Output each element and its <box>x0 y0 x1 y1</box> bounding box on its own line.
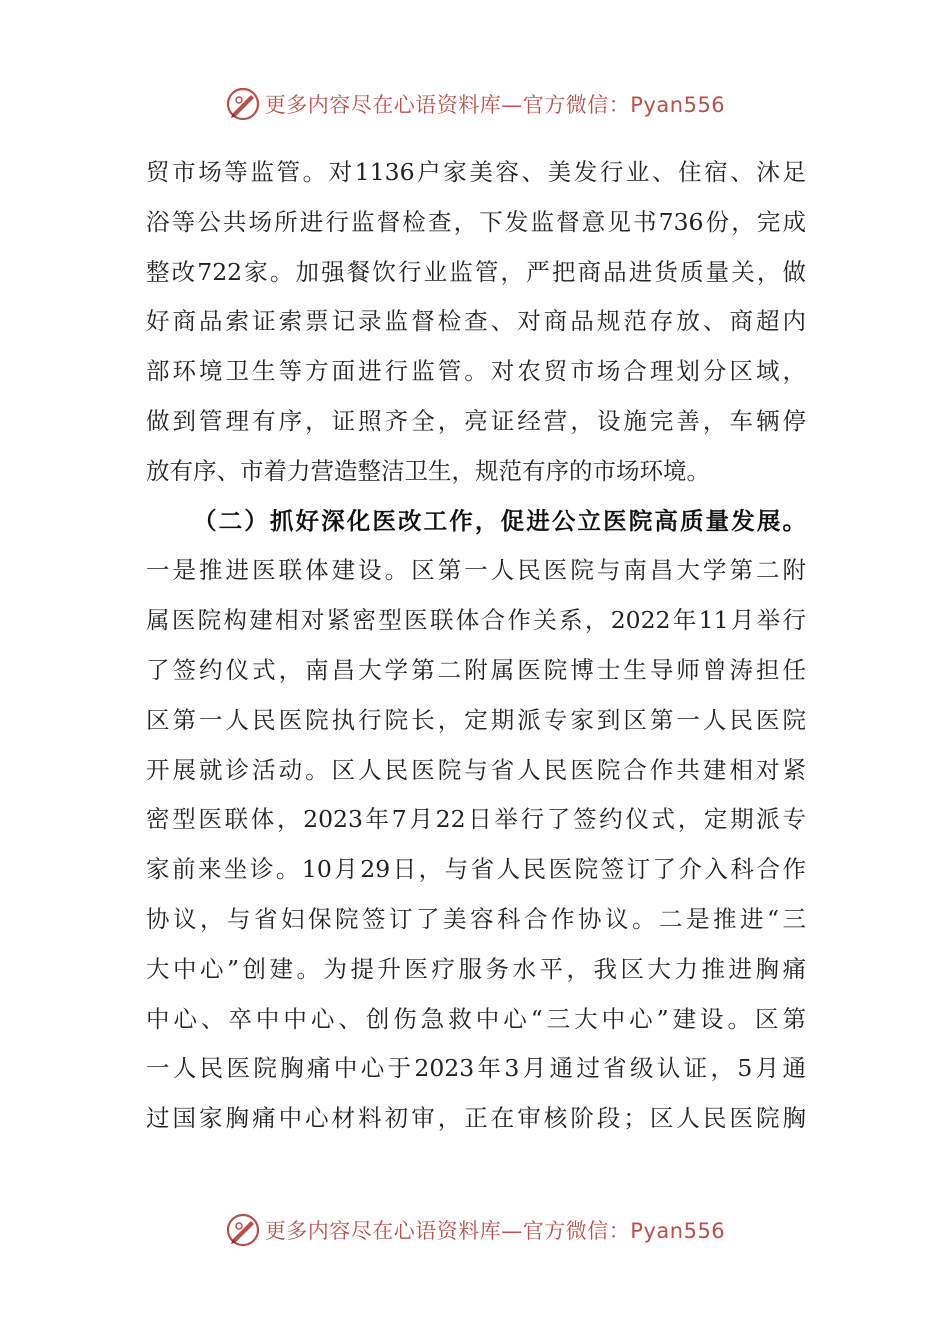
body-line: 开展就诊活动。区人民医院与省人民医院合作共建相对紧 <box>146 755 806 784</box>
body-line: 过国家胸痛中心材料初审，正在审核阶段；区人民医院胸 <box>146 1104 806 1133</box>
body-line: 中心、卒中中心、创伤急救中心“三大中心”建设。区第 <box>146 1004 806 1033</box>
body-line: 协议，与省妇保院签订了美容科合作协议。二是推进“三 <box>146 904 806 933</box>
body-line: 贸市场等监管。对1136户家美容、美发行业、住宿、沐足 <box>146 158 806 186</box>
body-line: 放有序、市着力营造整洁卫生，规范有序的市场环境。 <box>146 456 710 485</box>
body-line: 属医院构建相对紧密型医联体合作关系，2022年11月举行 <box>146 606 806 635</box>
body-line: 做到管理有序，证照齐全，亮证经营，设施完善，车辆停 <box>146 406 806 435</box>
body-line: 一人民医院胸痛中心于2023年3月通过省级认证，5月通 <box>146 1054 806 1083</box>
body-line: 整改722家。加强餐饮行业监管，严把商品进货质量关，做 <box>146 257 806 286</box>
watermark-text: 更多内容尽在心语资料库—官方微信：Pyan556 <box>264 93 726 117</box>
pen-circle-logo-icon <box>225 1212 261 1248</box>
body-line: 一是推进医联体建设。区第一人民医院与南昌大学第二附 <box>146 556 806 585</box>
body-line: 好商品索证索票记录监督检查、对商品规范存放、商超内 <box>146 307 806 336</box>
body-line: 了签约仪式，南昌大学第二附属医院博士生导师曾涛担任 <box>146 655 806 684</box>
body-line: 区第一人民医院执行院长，定期派专家到区第一人民医院 <box>146 705 806 734</box>
watermark-footer <box>0 1210 950 1250</box>
body-line: 浴等公共场所进行监督检查，下发监督意见书736份，完成 <box>146 207 806 236</box>
watermark-text: 更多内容尽在心语资料库—官方微信：Pyan556 <box>264 1219 726 1243</box>
body-line: 密型医联体，2023年7月22日举行了签约仪式，定期派专 <box>146 805 806 834</box>
body-line: 大中心”创建。为提升医疗服务水平，我区大力推进胸痛 <box>146 954 806 983</box>
body-line: 家前来坐诊。10月29日，与省人民医院签订了介入科合作 <box>146 855 806 884</box>
body-line: 部环境卫生等方面进行监管。对农贸市场合理划分区域， <box>146 357 806 386</box>
pen-circle-logo-icon <box>225 86 261 122</box>
document-body <box>146 148 806 1144</box>
section-heading: （二）抓好深化医改工作，促进公立医院高质量发展。 <box>193 506 806 535</box>
watermark-header <box>0 84 950 124</box>
